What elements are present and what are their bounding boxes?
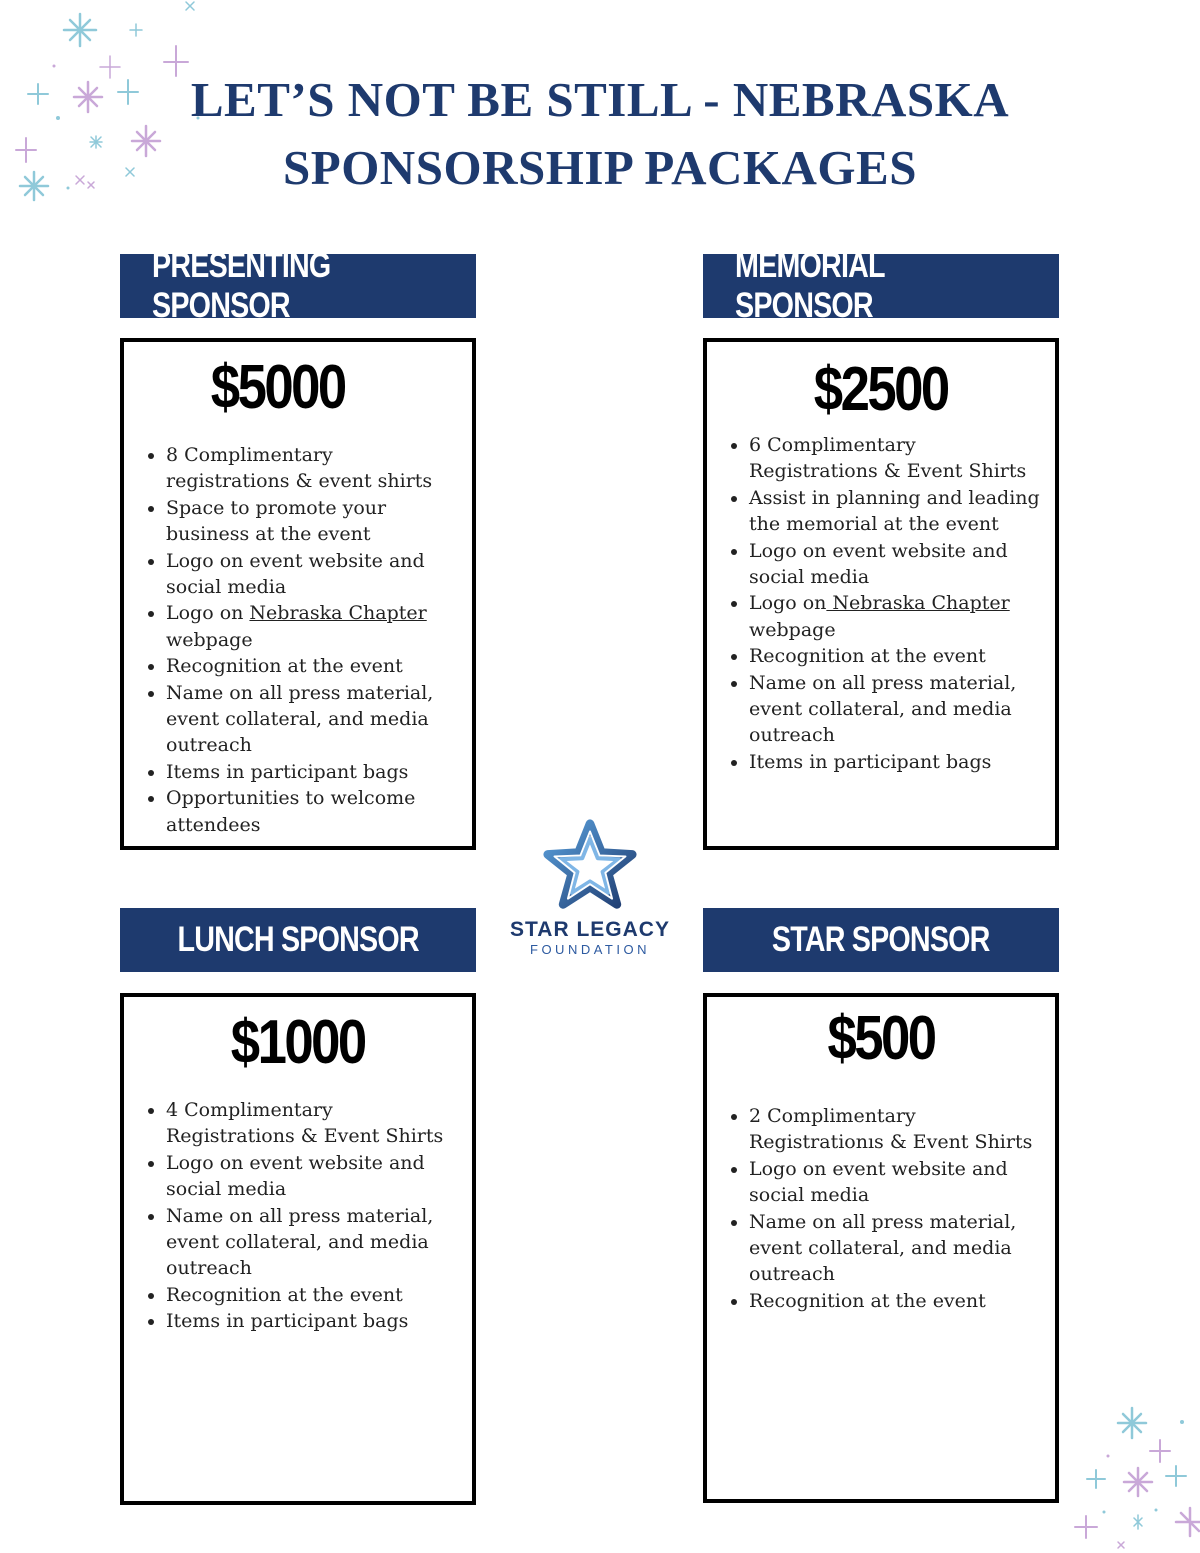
list-item: • Recognition at the event [166,1282,462,1308]
presenting-sponsor-header [120,246,476,325]
logo-subtitle: FOUNDATION [530,942,650,957]
list-item: • 2 Complimentary Registrationıs & Event Shirts [749,1103,1045,1156]
lunch-sponsor-price [124,1005,472,1081]
nebraska-chapter-link[interactable]: Nebraska Chapter [249,602,427,625]
memorial-benefits-list [707,432,1055,775]
list-item: • Logo on event website and social media [166,1150,462,1203]
list-item: • 6 Complimentary Registrations & Event Shirts [749,432,1045,485]
logo-name: STAR LEGACY [510,918,670,941]
memorial-sponsor-box [703,338,1059,850]
page-title [0,66,1200,202]
presenting-sponsor-price [84,350,472,426]
lunch-sponsor-header-label: LUNCH SPONSOR [177,920,419,959]
lunch-sponsor-box [120,993,476,1505]
list-item: • Recognition at the event [749,643,1045,669]
list-item: • Logo on event website and social media [166,548,462,601]
presenting-sponsor-box [120,338,476,850]
title-line-2: SPONSORSHIP PACKAGES [283,140,917,195]
list-item: • Opportunities to welcome attendees [166,785,462,838]
list-item [749,590,1045,643]
list-item: • Items in participant bags [166,759,462,785]
memorial-price-text: $2500 [814,355,948,424]
list-item: • Recognition at the event [749,1288,1045,1314]
memorial-sponsor-header-label: MEMORIAL SPONSOR [735,246,885,325]
list-item: • Recognition at the event [166,653,462,679]
star-legacy-logo [500,818,680,958]
list-item: • Logo on event website and social media [749,538,1045,591]
list-item: • Items in participant bags [166,1308,462,1334]
presenting-price-text: $5000 [211,353,345,422]
list-item-text-suffix: webpage [166,628,253,651]
star-benefits-list [707,1103,1055,1314]
list-item: • Logo on event website and social media [749,1156,1045,1209]
star-sponsor-box [703,993,1059,1503]
list-item: • Items in participant bags [749,749,1045,775]
list-item-text: Logo on [166,602,250,625]
list-item-text: Logo on [749,592,827,615]
presenting-sponsor-header-label: PRESENTING SPONSOR [152,246,331,325]
lunch-sponsor-header [120,908,476,972]
nebraska-chapter-link[interactable]: Nebraska Chapter [826,592,1010,615]
list-item: • Name on all press material, event collateral, and media outreach [166,1203,462,1282]
star-sponsor-price [707,1001,1055,1077]
list-item: • 4 Complimentary Registrations & Event Shirts [166,1097,462,1150]
list-item: • 8 Complimentary registrations & event shirts [166,442,462,495]
memorial-sponsor-header [703,246,1059,325]
list-item-text-suffix: webpage [749,618,836,641]
star-icon [542,818,638,914]
title-line-1: LET’S NOT BE STILL - NEBRASKA [190,72,1010,127]
sparkles-bottom-right [1060,1400,1200,1553]
list-item [166,600,462,653]
star-price-text: $500 [827,1004,935,1073]
list-item: • Name on all press material, event collateral, and media outreach [749,1209,1045,1288]
lunch-price-text: $1000 [231,1008,365,1077]
list-item: • Space to promote your business at the event [166,495,462,548]
presenting-benefits-list [124,442,472,838]
list-item: • Name on all press material, event collateral, and media outreach [166,680,462,759]
memorial-sponsor-price [707,352,1055,428]
lunch-benefits-list [124,1097,472,1335]
list-item: • Assist in planning and leading the memorial at the event [749,485,1045,538]
star-sponsor-header [703,908,1059,972]
list-item: • Name on all press material, event collateral, and media outreach [749,670,1045,749]
star-sponsor-header-label: STAR SPONSOR [772,920,990,959]
